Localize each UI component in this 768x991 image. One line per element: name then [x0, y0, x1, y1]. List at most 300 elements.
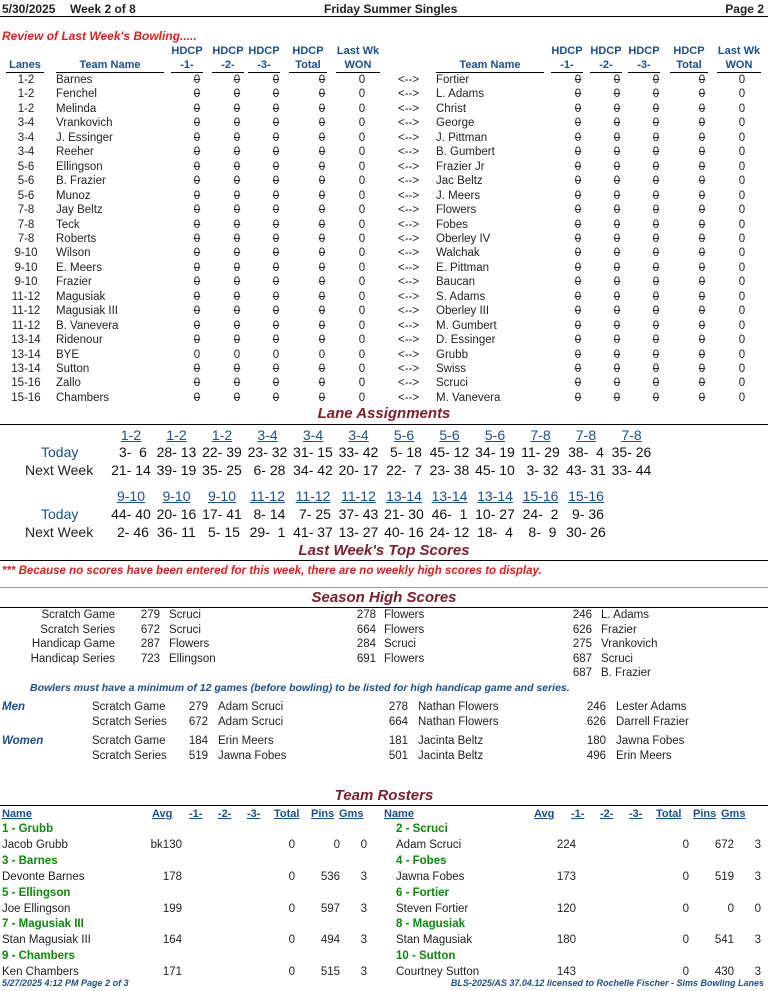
team-name-b: D. Essinger [436, 334, 496, 347]
team-name-a: Ridenour [56, 334, 103, 347]
next-week-pairing: 35- 25 [202, 462, 242, 478]
score-cell: 0 [358, 232, 366, 245]
vs-arrow: <--> [398, 175, 420, 188]
roster-header-name: Name [384, 808, 414, 820]
bowler-name: Darrell Frazier [616, 715, 689, 728]
lane-pair-label: 13-14 [386, 488, 422, 504]
today-pairing: 20- 16 [156, 506, 197, 522]
team-name-a: Barnes [56, 74, 93, 86]
score-cell: 0 [272, 160, 280, 173]
series-total: 0 [288, 870, 295, 883]
lane-pair-label: 9-10 [116, 488, 146, 504]
score-value: 672 [188, 715, 208, 728]
score-cell: 0 [698, 102, 706, 115]
team-name-a: Magusiak III [56, 305, 118, 318]
score-cell: 0 [738, 74, 746, 86]
score-cell: 0 [698, 232, 706, 245]
bowler-name: Jacob Grubb [2, 839, 68, 851]
score-cell: 0 [272, 189, 280, 202]
score-cell: 0 [233, 290, 241, 303]
team-name-a: Ellingson [56, 160, 103, 173]
score-value: 687 [572, 667, 592, 679]
roster-header-g2: -2- [600, 808, 614, 820]
score-cell: 0 [318, 102, 326, 115]
team-name-b: Fortier [436, 74, 470, 86]
divider [0, 607, 768, 608]
score-cell: 0 [193, 189, 201, 202]
score-cell: 0 [318, 117, 326, 130]
lanes-cell: 3-4 [17, 146, 35, 159]
score-cell: 0 [652, 276, 660, 289]
score-cell: 0 [318, 377, 326, 390]
total-pins: 430 [714, 966, 734, 979]
score-cell: 0 [318, 175, 326, 188]
team-label: 6 - Fortier [396, 886, 450, 899]
score-value: 626 [586, 715, 606, 728]
team-name-b: J. Meers [436, 189, 481, 202]
today-pairing: 46- 1 [431, 506, 468, 522]
today-pairing: 31- 15 [293, 444, 333, 460]
review-row [0, 246, 768, 260]
header-league: Friday Summer Singles [324, 2, 458, 16]
today-pairing: 10- 27 [475, 506, 515, 522]
lane-pair-label: 13-14 [477, 488, 513, 504]
roster-header-avg: Avg [152, 808, 173, 820]
score-cell: 0 [574, 391, 582, 404]
score-cell: 0 [272, 348, 280, 361]
bowler-name: Courtney Sutton [396, 966, 480, 979]
vs-arrow: <--> [398, 232, 420, 245]
score-cell: 0 [613, 290, 621, 303]
score-cell: 0 [613, 88, 621, 101]
total-pins: 519 [714, 870, 734, 883]
score-cell: 0 [652, 102, 660, 115]
score-cell: 0 [318, 247, 326, 260]
team-rosters-title: Team Rosters [334, 787, 434, 804]
score-cell: 0 [193, 391, 201, 404]
score-value: 278 [356, 609, 376, 621]
hdcp3-header: HDCP -3- [248, 45, 280, 71]
next-week-pairing: 36- 11 [157, 524, 196, 540]
score-cell: 0 [613, 131, 621, 144]
score-cell: 0 [574, 261, 582, 274]
score-cell: 0 [698, 74, 706, 86]
team-name-a: Melinda [56, 102, 97, 115]
bowler-name: Adam Scruci [218, 715, 284, 728]
vs-arrow: <--> [398, 391, 420, 404]
series-total: 0 [288, 839, 295, 851]
score-cell: 0 [613, 276, 621, 289]
lanes-cell: 5-6 [17, 175, 35, 188]
bowler-name: Nathan Flowers [418, 701, 499, 713]
score-cell: 0 [738, 88, 746, 101]
score-cell: 0 [233, 160, 241, 173]
games-bowled: 3 [360, 902, 367, 915]
score-cell: 0 [613, 175, 621, 188]
score-cell: 0 [358, 319, 366, 332]
score-cell: 0 [698, 391, 706, 404]
lanes-cell: 11-12 [11, 305, 41, 318]
score-cell: 0 [613, 74, 621, 86]
bowler-average: 178 [162, 870, 182, 883]
bowler-average: bk130 [150, 839, 182, 851]
review-row [0, 290, 768, 304]
score-cell: 0 [698, 117, 706, 130]
score-cell: 0 [233, 363, 241, 375]
team-label: 9 - Chambers [2, 950, 75, 963]
review-row [0, 145, 768, 159]
category-label: Scratch Series [40, 623, 115, 636]
team-name-a: Zallo [56, 377, 81, 390]
footer-timestamp: 5/27/2025 4:12 PM Page 2 of 3 [2, 978, 129, 988]
score-cell: 0 [574, 348, 582, 361]
team-name-b: Christ [436, 102, 467, 115]
score-cell: 0 [193, 160, 201, 173]
team-label: 4 - Fobes [396, 854, 447, 867]
score-cell: 0 [272, 204, 280, 217]
top-scores-title: Last Week's Top Scores [298, 542, 470, 559]
score-value: 626 [572, 623, 592, 636]
review-row [0, 333, 768, 347]
lanes-cell: 5-6 [17, 160, 35, 173]
today-pairing: 22- 39 [202, 444, 242, 460]
next-week-label: Next Week [25, 462, 94, 478]
series-total: 0 [682, 934, 689, 947]
bowler-name: Flowers [384, 623, 425, 636]
score-cell: 0 [698, 377, 706, 390]
hdcp1-header: HDCP -1- [551, 45, 583, 71]
lanes-cell: 3-4 [17, 131, 35, 144]
team-name-a: Sutton [56, 363, 90, 375]
score-cell: 0 [233, 276, 241, 289]
score-cell: 0 [233, 377, 241, 390]
bowler-name: Flowers [384, 652, 425, 665]
lane-pair-label: 5-6 [439, 427, 460, 443]
bowler-average: 180 [556, 934, 576, 947]
score-cell: 0 [574, 88, 582, 101]
review-row [0, 218, 768, 232]
roster-header-avg: Avg [534, 808, 555, 820]
score-cell: 0 [652, 363, 660, 375]
lanes-cell: 15-16 [11, 391, 41, 404]
bowler-name: Stan Magusiak III [2, 934, 91, 947]
next-week-pairing: 24- 12 [429, 524, 470, 540]
vs-arrow: <--> [398, 117, 420, 130]
review-row [0, 232, 768, 246]
bowler-name: L. Adams [601, 609, 649, 621]
team-label: 10 - Sutton [396, 950, 456, 963]
today-pairing: 38- 4 [568, 444, 604, 460]
today-pairing: 5- 18 [386, 444, 422, 460]
score-value: 672 [140, 623, 160, 636]
lane-pair-label: 7-8 [621, 427, 642, 443]
score-cell: 0 [193, 305, 201, 318]
vs-arrow: <--> [398, 261, 420, 274]
score-cell: 0 [652, 232, 660, 245]
review-row [0, 261, 768, 275]
score-cell: 0 [358, 131, 366, 144]
score-cell: 0 [358, 363, 366, 375]
score-cell: 0 [233, 131, 241, 144]
vs-arrow: <--> [398, 377, 420, 390]
vs-arrow: <--> [398, 189, 420, 202]
bowler-average: 143 [556, 966, 576, 979]
review-row [0, 304, 768, 318]
score-cell: 0 [233, 247, 241, 260]
score-cell: 0 [652, 117, 660, 130]
score-cell: 0 [613, 334, 621, 347]
lanes-header: Lanes [6, 58, 44, 73]
vs-arrow: <--> [398, 348, 420, 361]
lane-pair-label: 11-12 [341, 488, 376, 504]
roster-header-pins: Pins [693, 808, 717, 820]
score-cell: 0 [698, 189, 706, 202]
score-cell: 0 [574, 363, 582, 375]
score-cell: 0 [652, 377, 660, 390]
score-value: 184 [188, 735, 208, 747]
review-row [0, 116, 768, 130]
next-week-pairing: 20- 17 [338, 462, 379, 478]
score-cell: 0 [738, 290, 746, 303]
bowler-average: 199 [162, 902, 182, 915]
score-cell: 0 [358, 348, 366, 361]
score-cell: 0 [738, 160, 746, 173]
score-cell: 0 [652, 305, 660, 318]
score-cell: 0 [358, 261, 366, 274]
score-cell: 0 [272, 391, 280, 404]
score-cell: 0 [318, 131, 326, 144]
lane-pair-label: 5-6 [484, 427, 506, 443]
lane-pair-label: 1-2 [120, 427, 142, 443]
bowler-name: Scruci [384, 638, 416, 650]
review-row [0, 362, 768, 376]
score-cell: 0 [738, 348, 746, 361]
next-week-pairing: 33- 44 [611, 462, 652, 478]
score-cell: 0 [193, 363, 201, 375]
games-bowled: 3 [360, 870, 367, 883]
review-title: Review of Last Week's Bowling..... [2, 29, 197, 43]
series-total: 0 [288, 966, 295, 979]
today-pairing: 28- 13 [156, 444, 197, 460]
score-cell: 0 [613, 363, 621, 375]
score-cell: 0 [272, 218, 280, 231]
score-cell: 0 [652, 319, 660, 332]
score-cell: 0 [698, 204, 706, 217]
today-pairing: 44- 40 [111, 506, 151, 522]
score-cell: 0 [233, 305, 241, 318]
score-cell: 0 [738, 218, 746, 231]
score-cell: 0 [613, 102, 621, 115]
today-pairing: 3- 6 [115, 444, 147, 460]
score-cell: 0 [652, 247, 660, 260]
score-cell: 0 [318, 319, 326, 332]
team-name-b: M. Gumbert [436, 319, 497, 332]
team-name-b: E. Pittman [436, 261, 490, 274]
score-cell: 0 [738, 319, 746, 332]
score-cell: 0 [613, 146, 621, 159]
score-cell: 0 [358, 276, 366, 289]
team-name-a: Fenchel [56, 88, 97, 101]
score-cell: 0 [698, 247, 706, 260]
lanes-cell: 11-12 [11, 319, 41, 332]
next-week-pairing: 13- 27 [338, 524, 379, 540]
lanes-cell: 15-16 [11, 377, 41, 390]
games-bowled: 3 [754, 870, 761, 883]
score-cell: 0 [272, 334, 280, 347]
score-cell: 0 [272, 319, 280, 332]
lane-pair-label: 3-4 [302, 427, 324, 443]
today-pairing: 11- 29 [521, 444, 560, 460]
team-name-b: Walchak [436, 247, 480, 260]
score-cell: 0 [272, 290, 280, 303]
hdcp2-header: HDCP -2- [590, 45, 622, 71]
score-cell: 0 [358, 247, 366, 260]
hdcp1-header: HDCP -1- [171, 45, 203, 71]
women-label: Women [2, 735, 44, 747]
bowler-name: B. Frazier [601, 667, 651, 679]
score-cell: 0 [272, 247, 280, 260]
today-pairing: 33- 42 [338, 444, 379, 460]
vs-arrow: <--> [398, 88, 420, 101]
review-row [0, 131, 768, 145]
vs-arrow: <--> [398, 305, 420, 318]
score-cell: 0 [574, 117, 582, 130]
bowler-name: Adam Scruci [218, 701, 284, 713]
score-cell: 0 [193, 334, 201, 347]
header-week: Week 2 of 8 [70, 2, 136, 16]
vs-arrow: <--> [398, 247, 420, 260]
score-value: 279 [188, 701, 208, 713]
score-cell: 0 [738, 276, 746, 289]
lane-pair-label: 11-12 [250, 488, 285, 504]
score-cell: 0 [698, 290, 706, 303]
roster-header-gms: Gms [721, 808, 746, 820]
today-pairing: 7- 25 [295, 506, 331, 522]
score-cell: 0 [738, 261, 746, 274]
score-cell: 0 [738, 391, 746, 404]
bowler-average: 224 [556, 839, 576, 851]
today-pairing: 17- 41 [202, 506, 242, 522]
score-cell: 0 [233, 189, 241, 202]
score-cell: 0 [193, 102, 201, 115]
team-name-a: Vrankovich [56, 117, 113, 130]
lane-pair-label: 3-4 [348, 427, 369, 443]
next-week-pairing: 39- 19 [156, 462, 197, 478]
team-name-a: Teck [56, 218, 80, 231]
score-cell: 0 [193, 348, 201, 361]
bowler-name: Adam Scruci [396, 839, 462, 851]
total-pins: 672 [714, 839, 734, 851]
divider [0, 560, 768, 561]
review-row [0, 275, 768, 289]
lanes-cell: 3-4 [17, 117, 35, 130]
team-label: 1 - Grubb [2, 823, 54, 835]
score-cell: 0 [318, 204, 326, 217]
score-cell: 0 [233, 74, 241, 86]
bowler-name: Ken Chambers [2, 966, 79, 979]
bowler-name: Lester Adams [616, 701, 687, 713]
score-value: 691 [356, 652, 376, 665]
score-value: 496 [586, 749, 606, 762]
score-cell: 0 [358, 160, 366, 173]
score-cell: 0 [358, 74, 366, 86]
score-cell: 0 [652, 175, 660, 188]
score-cell: 0 [318, 261, 326, 274]
bowler-name: Nathan Flowers [418, 715, 499, 728]
score-cell: 0 [652, 189, 660, 202]
score-cell: 0 [358, 290, 366, 303]
score-cell: 0 [318, 88, 326, 101]
lane-pair-label: 5-6 [393, 427, 415, 443]
bowler-average: 164 [162, 934, 182, 947]
team-name-header: Team Name [56, 58, 164, 73]
games-bowled: 3 [360, 934, 367, 947]
score-cell: 0 [272, 261, 280, 274]
bowler-name: Vrankovich [601, 638, 658, 650]
score-cell: 0 [318, 189, 326, 202]
lane-pair-label: 1-2 [211, 427, 233, 443]
score-cell: 0 [233, 117, 241, 130]
review-row [0, 73, 768, 87]
score-cell: 0 [318, 363, 326, 375]
score-cell: 0 [574, 377, 582, 390]
bowler-name: Flowers [384, 609, 425, 621]
score-cell: 0 [613, 218, 621, 231]
score-cell: 0 [652, 261, 660, 274]
score-value: 687 [572, 652, 592, 665]
score-cell: 0 [193, 319, 201, 332]
team-label: 5 - Ellingson [2, 886, 71, 899]
next-week-pairing: 21- 14 [111, 462, 151, 478]
games-bowled: 3 [754, 934, 761, 947]
score-cell: 0 [613, 204, 621, 217]
score-cell: 0 [358, 117, 366, 130]
bowler-name: Scruci [169, 623, 201, 636]
total-pins: 494 [320, 934, 340, 947]
score-cell: 0 [652, 160, 660, 173]
games-bowled: 0 [360, 839, 367, 851]
team-name-b: L. Adams [436, 88, 484, 101]
vs-arrow: <--> [398, 146, 420, 159]
vs-arrow: <--> [398, 363, 420, 375]
lanes-cell: 13-14 [11, 363, 41, 375]
score-cell: 0 [318, 391, 326, 404]
score-value: 519 [188, 749, 208, 762]
today-pairing: 45- 12 [429, 444, 470, 460]
score-cell: 0 [318, 146, 326, 159]
bowler-name: Jacinta Beltz [418, 749, 484, 762]
today-pairing: 34- 19 [475, 444, 515, 460]
divider [0, 587, 768, 588]
today-pairing: 24- 2 [522, 506, 559, 522]
roster-header-total: Total [274, 808, 300, 820]
bowler-name: Jawna Fobes [616, 735, 685, 747]
lane-pair-label: 9-10 [162, 488, 191, 504]
team-name-a: B. Frazier [56, 175, 106, 188]
roster-header-g3: -3- [247, 808, 261, 820]
score-value: 278 [388, 701, 408, 713]
roster-header-total: Total [656, 808, 682, 820]
score-cell: 0 [738, 334, 746, 347]
bowler-name: Erin Meers [218, 735, 274, 747]
bowler-average: 120 [556, 902, 576, 915]
score-cell: 0 [613, 247, 621, 260]
team-name-a: BYE [56, 348, 80, 361]
score-cell: 0 [698, 131, 706, 144]
score-cell: 0 [358, 305, 366, 318]
score-value: 279 [140, 609, 160, 621]
score-cell: 0 [193, 232, 201, 245]
